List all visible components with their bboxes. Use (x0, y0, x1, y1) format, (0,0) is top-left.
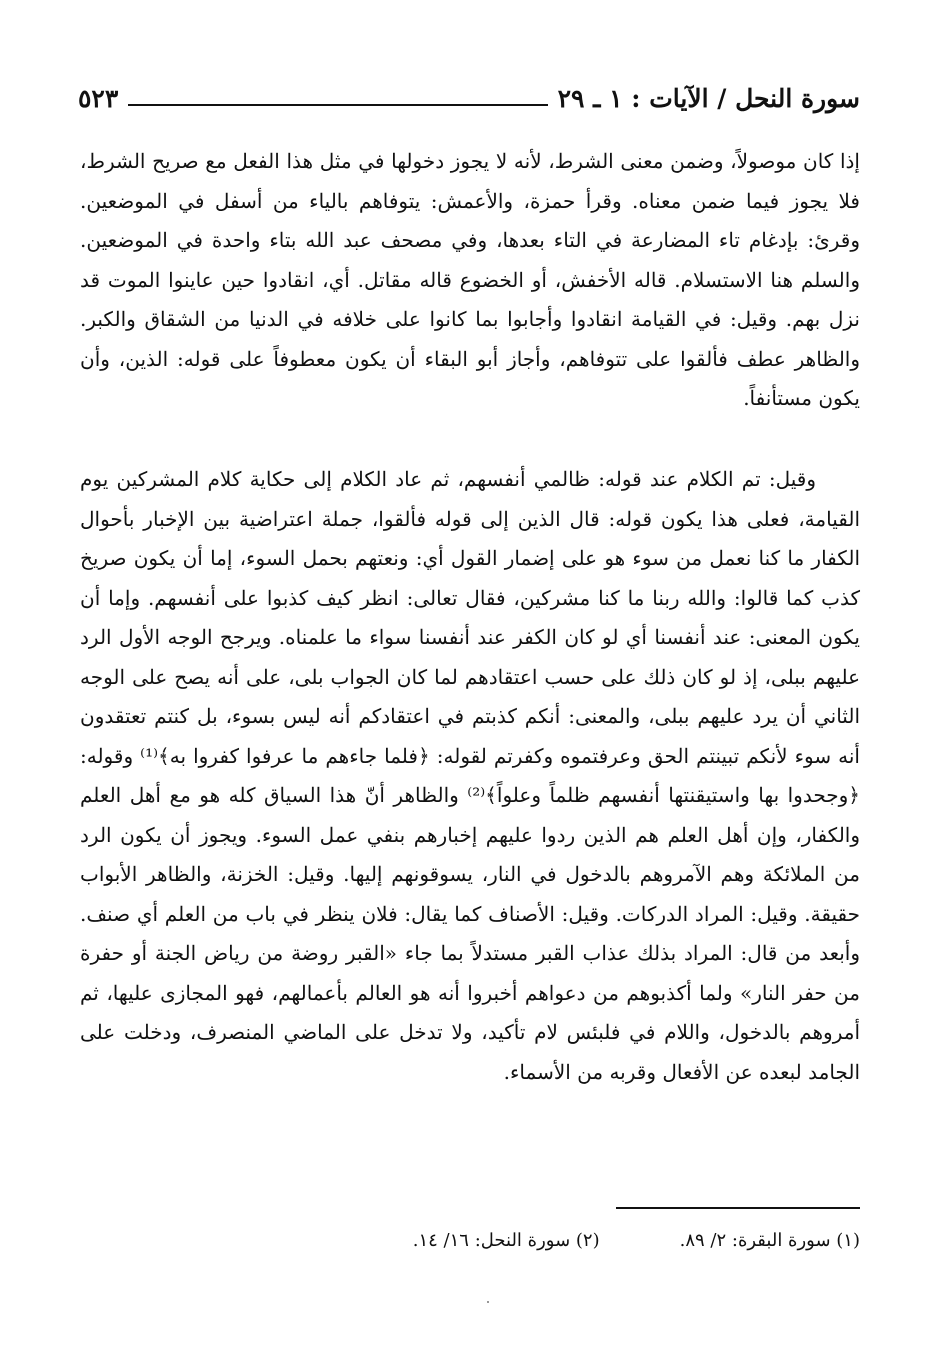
footnotes (80, 1230, 860, 1251)
footnote-separator (616, 1207, 860, 1209)
page-number: ٥٢٣ (78, 84, 119, 113)
footnote-2: (٢) سورة النحل: ١٦/ ١٤. (412, 1230, 600, 1251)
paragraph-1 (80, 142, 860, 419)
footnote-1: (١) سورة البقرة: ٢/ ٨٩. (679, 1230, 860, 1251)
page-speck (487, 1301, 489, 1303)
running-header (78, 78, 860, 114)
paragraph-2 (80, 460, 860, 1092)
header-title: سورة النحل / الآيات : ١ ـ ٢٩ (557, 84, 860, 113)
paragraph-2-text: وقيل: تم الكلام عند قوله: ظالمي أنفسهم، ثم عاد الكلام إلى حكاية كلام المشركين يوم القيامة، فعلى هذا يكون قوله: قال الذين إلى قوله فألقوا، جملة اعتراضية بين الإخبار بأحوال الكفار ما كنا نعمل من سوء هو على إضمار القول أي: ونعتهم بحمل السوء، إما أن يكون صريخ كذب كما قالوا: والله ربنا ما كنا مشركين، فقال تعالى: انظر كيف كذبوا على أنفسهم. وإما أن يكون المعنى: عند أنفسنا أي لو كان الكفر عند أنفسنا سواء ما علمناه. ويرجح الوجه الأول الرد عليهم ببلى، إذ لو كان ذلك على حسب اعتقادهم لما كان الجواب بلى، على أنه يصح على الوجه الثاني أن يرد عليهم ببلى، والمعنى: أنكم كذبتم في اعتقادكم أنه ليس بسوء، بل كنتم تعتقدون أنه سوء لأنكم تبينتم الحق وعرفتموه وكفرتم لقوله: ﴿فلما جاءهم ما عرفوا كفروا به﴾⁽¹⁾ وقوله: ﴿وجحدوا بها واستيقنتها أنفسهم ظلماً وعلواً﴾⁽²⁾ والظاهر أنّ هذا السياق كله هو مع أهل العلم والكفار، وإن أهل العلم هم الذين ردوا عليهم إخبارهم بنفي عمل السوء. ويجوز أن يكون الرد من الملائكة وهم الآمروهم بالدخول في النار، يسوقونهم إليها. وقيل: الخزنة، والظاهر الأبواب حقيقة. وقيل: المراد الدركات. وقيل: الأصناف كما يقال: فلان ينظر في باب من العلم أي صنف. وأبعد من قال: المراد بذلك عذاب القبر مستدلاً بما جاء «القبر روضة من رياض الجنة أو حفرة من حفر النار» ولما أكذبوهم من دعواهم أخبروا أنه هو العالم بأعمالهم، فهو المجازى عليها، ثم أمروهم بالدخول، واللام في فلبئس لام تأكيد، ولا تدخل على الماضي المنصرف، ودخلت على الجامد لبعده عن الأفعال وقربه من الأسماء. (80, 467, 861, 1084)
paragraph-1-text: إذا كان موصولاً، وضمن معنى الشرط، لأنه لا يجوز دخولها في مثل هذا الفعل مع صريح الشرط، فلا يجوز فيما ضمن معناه. وقرأ حمزة، والأعمش: يتوفاهم بالياء من أسفل في الموضعين. وقرئ: بإدغام تاء المضارعة في التاء بعدها، وفي مصحف عبد الله بتاء واحدة في الموضعين. والسلم هنا الاستسلام. قاله الأخفش، أو الخضوع قاله مقاتل. أي، انقادوا حين عاينوا الموت قد نزل بهم. وقيل: في القيامة انقادوا وأجابوا بما كانوا على خلافه في الدنيا من الشقاق والكبر. والظاهر عطف فألقوا على تتوفاهم، وأجاز أبو البقاء أن يكون معطوفاً على قوله: الذين، وأن يكون مستأنفاً. (80, 149, 860, 410)
header-rule (128, 104, 547, 106)
